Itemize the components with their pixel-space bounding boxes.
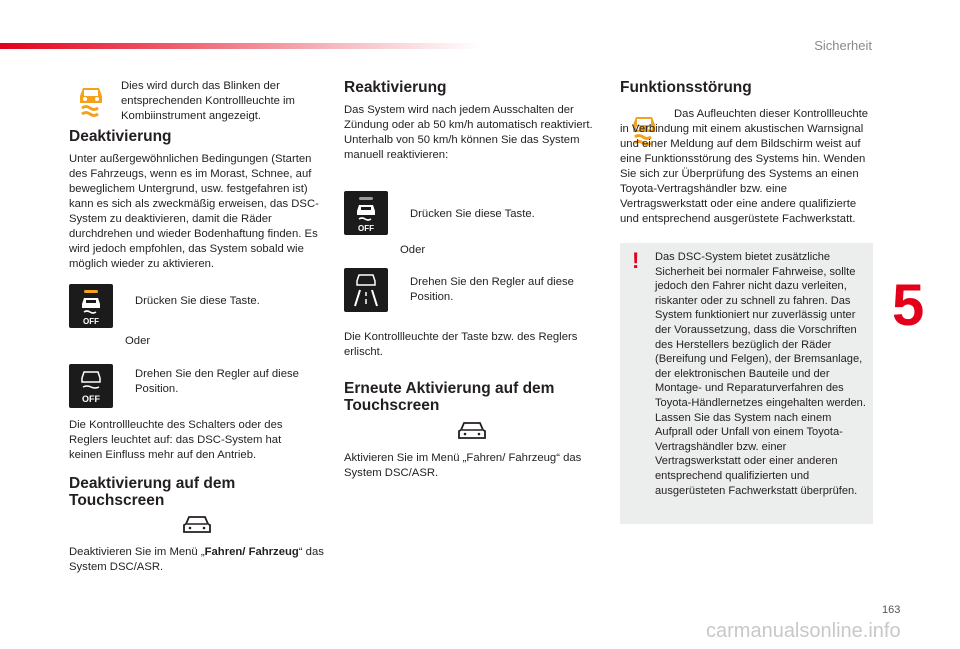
off-label: OFF (358, 224, 374, 233)
chapter-number: 5 (892, 273, 925, 338)
vehicle-menu-icon (182, 514, 212, 536)
react-step2-text: Drehen Sie den Regler auf diese Position. (410, 276, 574, 303)
react-step1-text: Drücken Sie diese Taste. (410, 208, 535, 220)
warning-exclamation-icon: ! (632, 248, 640, 273)
menu-path: Fahren/ Fahrzeug (204, 546, 299, 558)
header-accent-bar (0, 43, 480, 49)
react-step1-row (400, 208, 535, 220)
safety-note-text: Das DSC-System bietet zusätzliche Sicherheit bei normaler Fahrweise, sollte jedoch den Fahrer nicht dazu verleiten, riskanter oder zu schnell zu fahren. Das System funktioniert nur zuverlässig unter der Voraussetzung, dass die Vorschriften des Herstellers bezüglich der Räder (Bereifung und Felgen), der Bremsanlage, der elektronischen Bauteile und der Montage- und Reparaturverfahren des Toyota-Händlernetzes eingehalten werden. Lassen Sie das System nach einem Aufprall oder Unfall von einem Toyota-Vertragshändler bzw. einer Vertragswerkstatt oder einer anderen entsprechend qualifizierten und ausgerüsteten Fachwerkstatt überprüfen. (655, 251, 866, 497)
fault-text: Das Aufleuchten dieser Kontrollleuchte in Verbindung mit einem akustischen Warnsignal und einer Meldung auf dem Bildschirm weist auf eine Funktionsstörung des Systems hin. Wenden Sie sich zur Überprüfung des Systems an einen Toyota-Vertragshändler bzw. eine Vertragswerkstatt oder eine andere qualifizierte und entsprechend ausgerüstete Fachwerkstatt. (620, 108, 869, 225)
touchscreen-deactivation-text: Deaktivieren Sie im Menü „Fahren/ Fahrzeug“ das System DSC/ASR. (69, 546, 324, 573)
safety-note-box (620, 243, 873, 524)
touchscreen-reactivation-text: Aktivieren Sie im Menü „Fahren/ Fahrzeug“ das System DSC/ASR. (344, 452, 582, 479)
fault-heading: Funktionsstörung (620, 79, 752, 96)
dsc-button-icon (344, 191, 388, 235)
dsc-off-button-icon (69, 284, 113, 328)
touchscreen-deactivation-heading: Deaktivierung auf dem Touchscreen (69, 475, 236, 509)
page-number: 163 (882, 604, 901, 616)
reactivation-heading: Reaktivierung (344, 79, 447, 96)
reactivation-status-text: Die Kontrollleuchte der Taste bzw. des Reglers erlischt. (344, 331, 578, 358)
off-label: OFF (83, 317, 99, 326)
or-text: Oder (125, 335, 151, 347)
step1-text: Drücken Sie diese Taste. (135, 295, 260, 307)
react-step2-row (400, 275, 600, 305)
step1-row (125, 295, 260, 307)
step2-row (125, 367, 300, 397)
step2-text: Drehen Sie den Regler auf diese Position. (135, 368, 299, 395)
deactivation-text: Unter außergewöhnlichen Bedingungen (Starten des Fahrzeugs, wenn es im Morast, Schnee, auf beweglichem Untergrund, usw. festgefahren ist) kann es sich als zweckmäßig erweisen, das DSC-System zu deaktivieren, damit die Räder durchdrehen und wieder Bodenhaftung finden. Es wird jedoch empfohlen, das System sobald wie möglich wieder zu aktivieren. (69, 153, 319, 270)
skid-warning-lamp-icon (76, 84, 106, 118)
deactivation-heading: Deaktivierung (69, 128, 172, 145)
reactivation-text: Das System wird nach jedem Ausschalten der Zündung oder ab 50 km/h automatisch reaktiviert. Unterhalb von 50 km/h können Sie das System manuell reaktivieren: (344, 104, 593, 161)
off-label: OFF (82, 394, 100, 404)
react-or-text: Oder (400, 244, 426, 256)
section-name: Sicherheit (814, 38, 872, 53)
watermark: carmanualsonline.info (706, 620, 901, 642)
dsc-off-dial-icon (69, 364, 113, 408)
dsc-on-dial-icon (344, 268, 388, 312)
intro-text: Dies wird durch das Blinken der entsprechenden Kontrollleuchte im Kombiinstrument angezeigt. (121, 80, 295, 122)
touchscreen-reactivation-heading: Erneute Aktivierung auf dem Touchscreen (344, 380, 555, 414)
vehicle-menu-icon (457, 420, 487, 442)
deactivation-status-text: Die Kontrollleuchte des Schalters oder des Reglers leuchtet auf: das DSC-System hat keinen Einfluss mehr auf den Antrieb. (69, 419, 283, 461)
